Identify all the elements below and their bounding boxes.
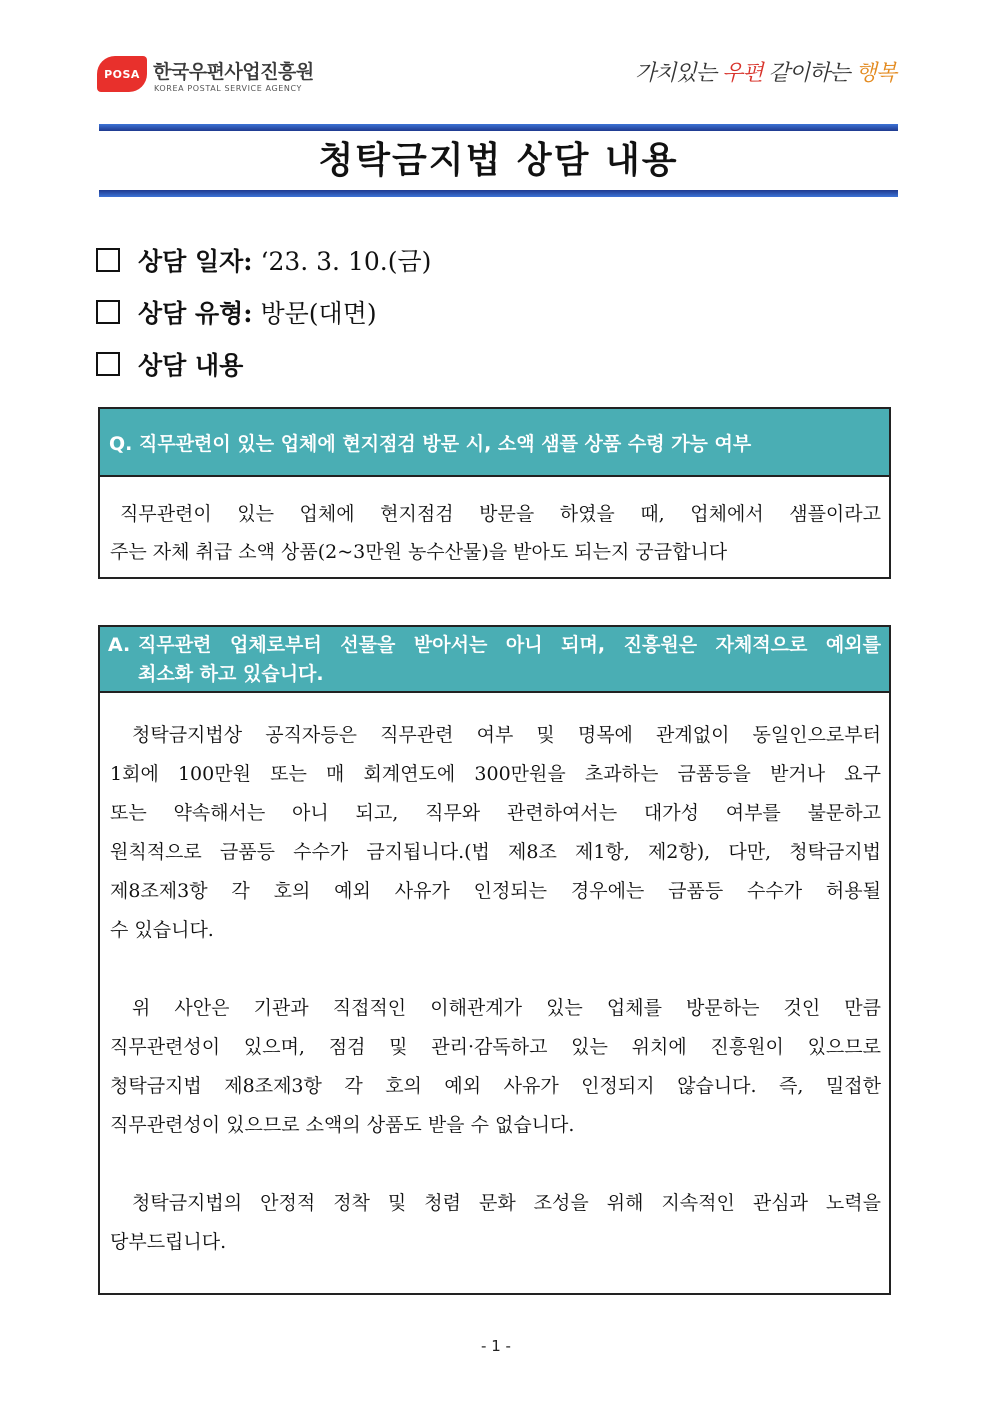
checkbox-square-icon	[96, 352, 120, 376]
answer-line: 위 사안은 기관과 직접적인 이해관계가 있는 업체를 방문하는 것인 만큼	[132, 997, 881, 1019]
posa-logo	[97, 56, 147, 92]
question-heading: Q. 직무관련이 있는 업체에 현지점검 방문 시, 소액 샘플 상품 수령 가능 여부	[100, 409, 889, 477]
answer-heading-line: 최소화 하고 있습니다.	[138, 663, 324, 685]
answer-line: 청탁금지법 제8조제3항 각 호의 예외 사유가 인정되지 않습니다. 즉, 밀접한	[110, 1075, 881, 1097]
question-line: 주는 자체 취급 소액 상품(2~3만원 농수산물)을 받아도 되는지 궁금합니다	[110, 541, 728, 563]
org-name-korean: 한국우편사업진흥원	[153, 61, 314, 83]
answer-paragraph-1	[110, 716, 881, 950]
answer-line: 직무관련성이 있으며, 점검 및 관리·감독하고 있는 위치에 진흥원이 있으므로	[110, 1036, 881, 1058]
checkbox-square-icon	[96, 248, 120, 272]
info-type	[96, 294, 377, 330]
answer-paragraph-2	[110, 989, 881, 1145]
answer-line: 1회에 100만원 또는 매 회계연도에 300만원을 초과하는 금품등을 받거나 요구	[110, 763, 881, 785]
title-bar-top	[99, 124, 898, 131]
date-value: ‘23. 3. 10.(금)	[260, 247, 432, 276]
answer-line: 청탁금지법의 안정적 정착 및 청렴 문화 조성을 위해 지속적인 관심과 노력을	[132, 1192, 881, 1214]
logo-text: POSA	[104, 67, 140, 81]
content-label: 상담 내용	[138, 351, 244, 380]
answer-line: 청탁금지법상 공직자등은 직무관련 여부 및 명목에 관계없이 동일인으로부터	[132, 724, 881, 746]
answer-line: 또는 약속해서는 아니 되고, 직무와 관련하여서는 대가성 여부를 불문하고	[110, 802, 881, 824]
answer-body	[100, 693, 889, 1262]
question-body	[100, 477, 889, 571]
answer-line: 당부드립니다.	[110, 1231, 227, 1253]
org-name-english: KOREA POSTAL SERVICE AGENCY	[154, 84, 303, 93]
page-number: - 1 -	[481, 1337, 511, 1355]
slogan-part-1: 가치있는	[634, 61, 722, 86]
document-title: 청탁금지법 상담 내용	[318, 140, 679, 181]
answer-heading	[100, 627, 889, 693]
question-panel	[98, 407, 891, 579]
slogan-part-4: 행복	[855, 61, 896, 86]
answer-paragraph-3	[110, 1184, 881, 1262]
answer-panel	[98, 625, 891, 1295]
answer-line: 제8조제3항 각 호의 예외 사유가 인정되는 경우에는 금품등 수수가 허용될	[110, 880, 881, 902]
slogan-part-2: 우편	[721, 61, 763, 86]
answer-prefix: A.	[108, 634, 131, 656]
type-value: 방문(대면)	[260, 299, 377, 328]
slogan-part-3: 같이하는	[762, 61, 856, 86]
checkbox-square-icon	[96, 300, 120, 324]
answer-line: 원칙적으로 금품등 수수가 금지됩니다.(법 제8조 제1항, 제2항), 다만, 청탁금지법	[110, 841, 881, 863]
answer-line: 직무관련성이 있으므로 소액의 상품도 받을 수 없습니다.	[110, 1114, 575, 1136]
title-bar-bottom	[99, 190, 898, 197]
answer-heading-line: 직무관련 업체로부터 선물을 받아서는 아니 되며, 진흥원은 자체적으로 예외를	[138, 634, 881, 656]
date-label: 상담 일자:	[138, 247, 253, 276]
question-line: 직무관련이 있는 업체에 현지점검 방문을 하였을 때, 업체에서 샘플이라고	[120, 503, 881, 525]
type-label: 상담 유형:	[138, 299, 253, 328]
info-content	[96, 346, 243, 382]
answer-line: 수 있습니다.	[110, 919, 214, 941]
info-date	[96, 242, 431, 278]
slogan	[635, 56, 896, 87]
